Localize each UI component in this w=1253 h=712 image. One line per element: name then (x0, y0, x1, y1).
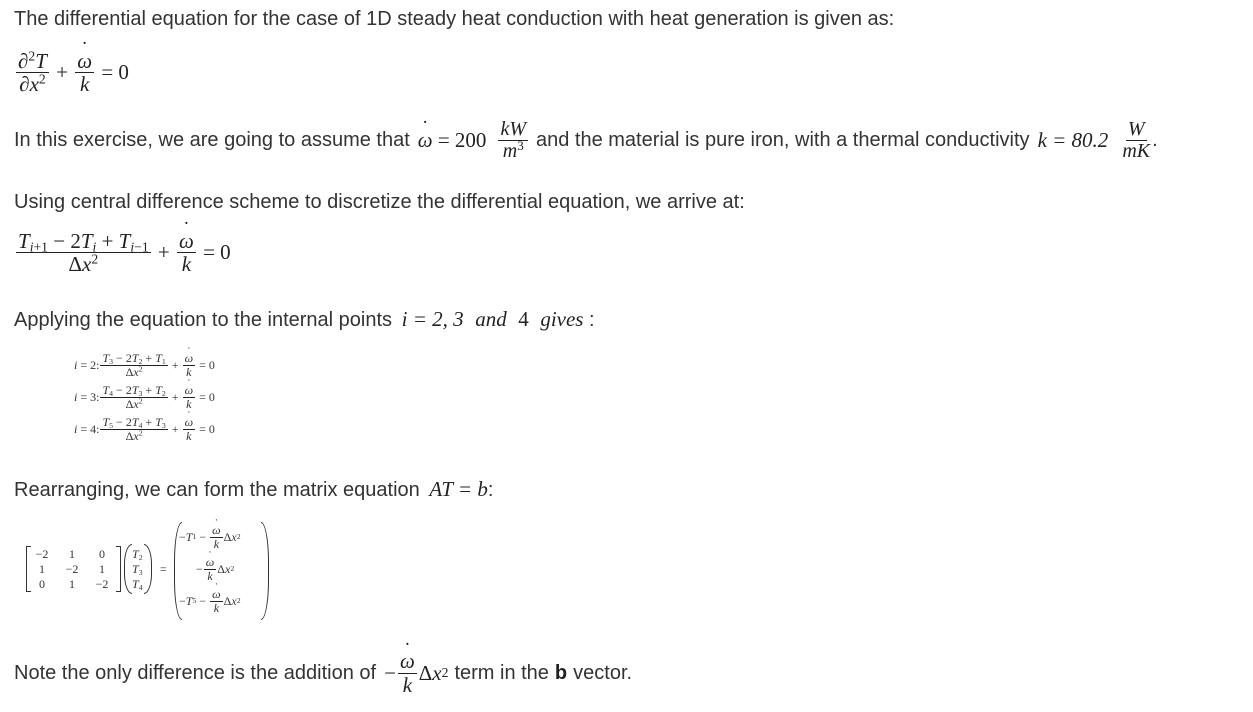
point-label: i = 3: (74, 389, 100, 404)
k-unit: $\frac{W}{mK}$ (1122, 117, 1151, 162)
b-vector-label: b (554, 662, 568, 684)
vector-t-right-paren (144, 544, 152, 594)
note-term: − ˙ $\frac{\omega}{k}$ Δ x 2 (384, 650, 448, 695)
matrix-a-cell: 0 (39, 577, 45, 591)
assumption-mid: and the material is pure iron, with a thermal conductivity (535, 129, 1030, 151)
omega-value: ˙ ω = 200 (418, 128, 487, 152)
applying-text: Applying the equation to the internal points i = 2, 3 and 4 gives : (14, 307, 595, 331)
matrix-equation (24, 520, 284, 620)
assumption-lead: In this exercise, we are going to assume that (14, 129, 410, 151)
vector-t-entry: $T_3$ (132, 562, 143, 577)
vector-b-right-paren (261, 522, 269, 620)
matrix-a-cell: −2 (35, 547, 49, 561)
vector-t-entry: $T_2$ (132, 547, 143, 562)
intro-text: The differential equation for the case of 1D steady heat conduction with heat generation is given as: (14, 8, 895, 30)
point-equation-row: i = 4: $\frac{T_5 - 2T_4 + T_3}{\Delta x^2}$ + ˙ $\frac{\omega}{k}$ = 0 (74, 416, 215, 442)
matrix-a-left-bracket (26, 546, 31, 592)
difference-fraction: $\frac{T_5 - 2T_4 + T_3}{\Delta x^2}$ (102, 415, 166, 443)
vector-t-left-paren (124, 544, 132, 594)
matrix-a-cell: −2 (65, 562, 79, 576)
matrix-a-cell: 0 (99, 547, 105, 561)
matrix-a-cell: 1 (69, 577, 75, 591)
rearrange-text: Rearranging, we can form the matrix equation AT = b: (14, 477, 494, 501)
note-mid: term in the (454, 662, 549, 684)
k-value: k = 80.2 (1037, 128, 1109, 152)
note-text (14, 648, 632, 698)
omega-unit: $\frac{kW}{m^3}$ (500, 117, 526, 162)
equals-sign: = (160, 562, 167, 576)
point-label: i = 2: (74, 357, 100, 372)
difference-fraction: $\frac{T_3 - 2T_2 + T_1}{\Delta x^2}$ (102, 351, 166, 379)
vector-b-row-1: − T 1 − ˙ $\frac{\omega}{k}$ Δ x 2 (179, 524, 241, 550)
period: . (1152, 129, 1158, 151)
matrix-a-right-bracket (116, 546, 121, 592)
matrix-a-cell: 1 (39, 562, 45, 576)
point-label: i = 4: (74, 421, 100, 436)
source-fraction: ˙ $\frac{\omega}{k}$ (183, 384, 195, 410)
vector-t-entry: $T_4$ (132, 577, 143, 592)
heat-equation: $\frac{\partial^2T}{\partial x^2}$ + ˙ $\frac{\omega}{k}$ = 0 (14, 50, 129, 95)
vector-b-row-3: − T 5 − ˙ $\frac{\omega}{k}$ Δ x 2 (179, 588, 241, 614)
note-lead: Note the only difference is the addition of (14, 662, 377, 684)
assumption-text (14, 117, 1158, 162)
vector-b-row-2: − ˙ $\frac{\omega}{k}$ Δ x 2 (196, 556, 234, 582)
difference-fraction: $\frac{T_4 - 2T_3 + T_2}{\Delta x^2}$ (102, 383, 166, 411)
central-text: Using central difference scheme to discretize the differential equation, we arrive at: (14, 191, 745, 213)
matrix-a-cell: 1 (99, 562, 105, 576)
source-fraction: ˙ $\frac{\omega}{k}$ (183, 352, 195, 378)
matrix-a-cell: 1 (69, 547, 75, 561)
matrix-a-cell: −2 (95, 577, 109, 591)
discretized-equation: $\frac{T_{i+1} - 2T_i + T_{i-1}}{\Delta x^2}$ + ˙ $\frac{\omega}{k}$ = 0 (14, 230, 231, 275)
note-end: vector. (573, 662, 633, 684)
source-fraction: ˙ $\frac{\omega}{k}$ (183, 416, 195, 442)
point-equation-row: i = 2: $\frac{T_3 - 2T_2 + T_1}{\Delta x^2}$ + ˙ $\frac{\omega}{k}$ = 0 (74, 352, 215, 378)
point-equation-row: i = 3: $\frac{T_4 - 2T_3 + T_2}{\Delta x^2}$ + ˙ $\frac{\omega}{k}$ = 0 (74, 384, 215, 410)
